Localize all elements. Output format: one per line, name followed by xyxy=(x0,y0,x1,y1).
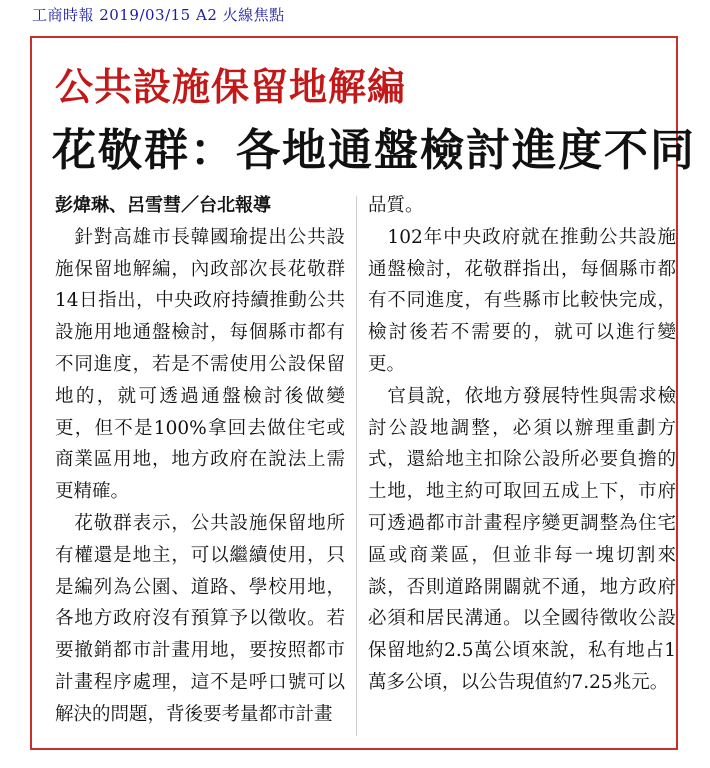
source-line: 工商時報 2019/03/15 A2 火線焦點 xyxy=(32,6,285,24)
paragraph: 品質。 xyxy=(368,195,424,216)
paragraph: 官員說，依地方發展特性與需求檢討公設地調整，必須以辦理重劃方式，還給地主扣除公設所必要負擔的土地，地主約可取回五成上下，市府可透過都市計畫程序變更調整為住宅區或商業區，但並非每一塊切割來談，否則道路開闢就不通，地方政府必須和居民溝通。以全國待徵收公設保留地約2.5萬公頃來說，私有地占1萬多公頃，以公告現值約7.25兆元。 xyxy=(368,385,676,693)
paragraph: 針對高雄市長韓國瑜提出公共設施保留地解編，內政部次長花敬群14日指出，中央政府持續推動公共設施用地通盤檢討，每個縣市都有不同進度，若是不需使用公設保留地的，就可透過通盤檢討後做變更，但不是100%拿回去做住宅或商業區用地，地方政府在說法上需更精確。 xyxy=(55,226,345,503)
paragraph: 花敬群表示，公共設施保留地所有權還是地主，可以繼續使用，只是編列為公園、道路、學校用地，各地方政府沒有預算予以徵收。若要撤銷都市計畫用地，要按照都市計畫程序處理，這不是呼口號可以解決的問題，背後要考量都市計畫 xyxy=(55,512,345,725)
column-2 xyxy=(368,190,676,699)
column-1 xyxy=(55,190,345,731)
headline: 花敬群：各地通盤檢討進度不同 xyxy=(52,125,696,176)
kicker-title: 公共設施保留地解編 xyxy=(55,65,407,109)
byline: 彭煒琳、呂雪彗／台北報導 xyxy=(55,195,271,216)
paragraph: 102年中央政府就在推動公共設施通盤檢討，花敬群指出，每個縣市都有不同進度，有些縣市比較快完成，檢討後若不需要的，就可以進行變更。 xyxy=(368,226,676,375)
column-divider xyxy=(356,196,357,736)
